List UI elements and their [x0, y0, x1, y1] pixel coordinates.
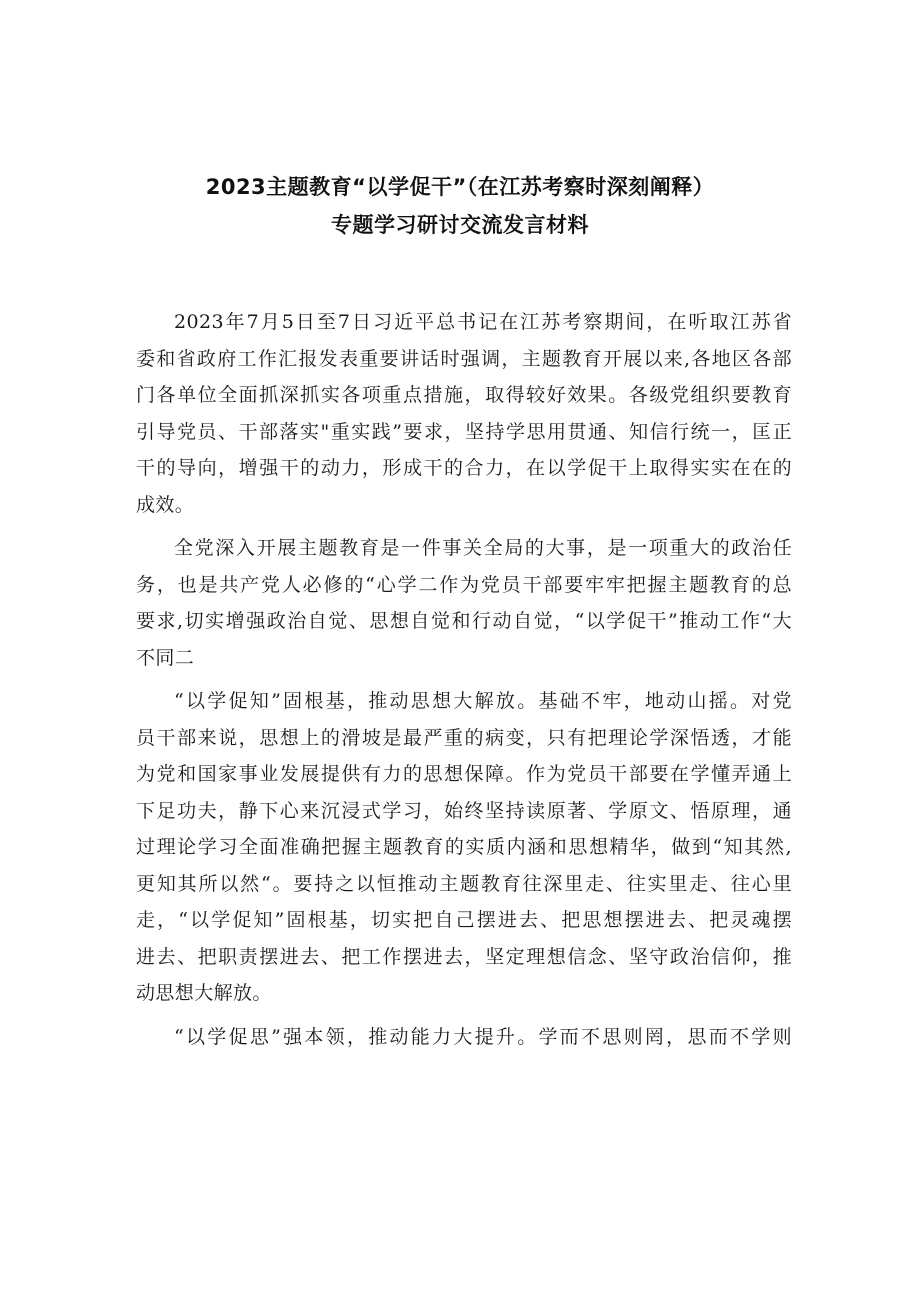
text-line: 过理论学习全面准确把握主题教育的实质内涵和思想精华，做到“知其然, — [136, 836, 792, 858]
text-line: 引导党员、干部落实"重实践”要求，坚持学思用贯通、知信行统一，匡正 — [136, 420, 792, 443]
text-line: 不同二 — [136, 646, 195, 669]
text-line: 成效。 — [136, 493, 195, 516]
text-line: 动思想大解放。 — [136, 982, 272, 1004]
text-line: 全党深入开展主题教育是一件事关全局的大事，是一项重大的政治任 — [174, 537, 792, 559]
text-line: 务，也是共产党人必修的“心学二作为党员干部要牢牢把握主题教育的总 — [136, 573, 792, 596]
text-line: 更知其所以然“。要持之以恒推动主题教育往深里走、往实里走、往心里 — [136, 872, 792, 895]
paragraph — [136, 530, 792, 676]
text-line: 干的导向，增强干的动力，形成干的合力，在以学促干上取得实实在在的 — [136, 457, 792, 479]
text-line: 为党和国家事业发展提供有力的思想保障。作为党员干部要在学懂弄通上 — [136, 763, 792, 785]
text-line: 员干部来说，思想上的滑坡是最严重的病变，只有把理论学深悟透，才能 — [136, 726, 792, 749]
text-line: 2023年7月5日至7日习近平总书记在江苏考察期间，在听取江苏省 — [174, 311, 792, 333]
paragraph — [136, 304, 792, 523]
text-line: 委和省政府工作汇报发表重要讲话时强调，主题教育开展以来,各地区各部 — [136, 347, 792, 370]
text-line: 门各单位全面抓深抓实各项重点措施，取得较好效果。各级党组织要教育 — [136, 384, 792, 406]
paragraph — [136, 1019, 792, 1056]
text-line: 下足功夫，静下心来沉浸式学习，始终坚持读原著、学原文、悟原理，通 — [136, 799, 792, 822]
paragraph — [136, 683, 792, 1012]
text-line: 要求,切实增强政治自觉、思想自觉和行动自觉，“以学促干”推动工作“大 — [136, 610, 792, 632]
title-line-1: 2023主题教育“以学促干”（在江苏考察时深刻阐释） — [205, 175, 715, 199]
text-line: “以学促思”强本领，推动能力大提升。学而不思则罔，思而不学则 — [174, 1025, 792, 1048]
document-body — [136, 304, 792, 1055]
document-title — [0, 168, 920, 244]
text-line: “以学促知”固根基，推动思想大解放。基础不牢，地动山摇。对党 — [174, 690, 792, 712]
text-line: 走，“以学促知”固根基，切实把自己摆进去、把思想摆进去、把灵魂摆 — [136, 909, 792, 931]
text-line: 进去、把职责摆进去、把工作摆进去，坚定理想信念、坚守政治信仰，推 — [136, 945, 792, 968]
title-line-2: 专题学习研讨交流发言材料 — [331, 213, 589, 237]
